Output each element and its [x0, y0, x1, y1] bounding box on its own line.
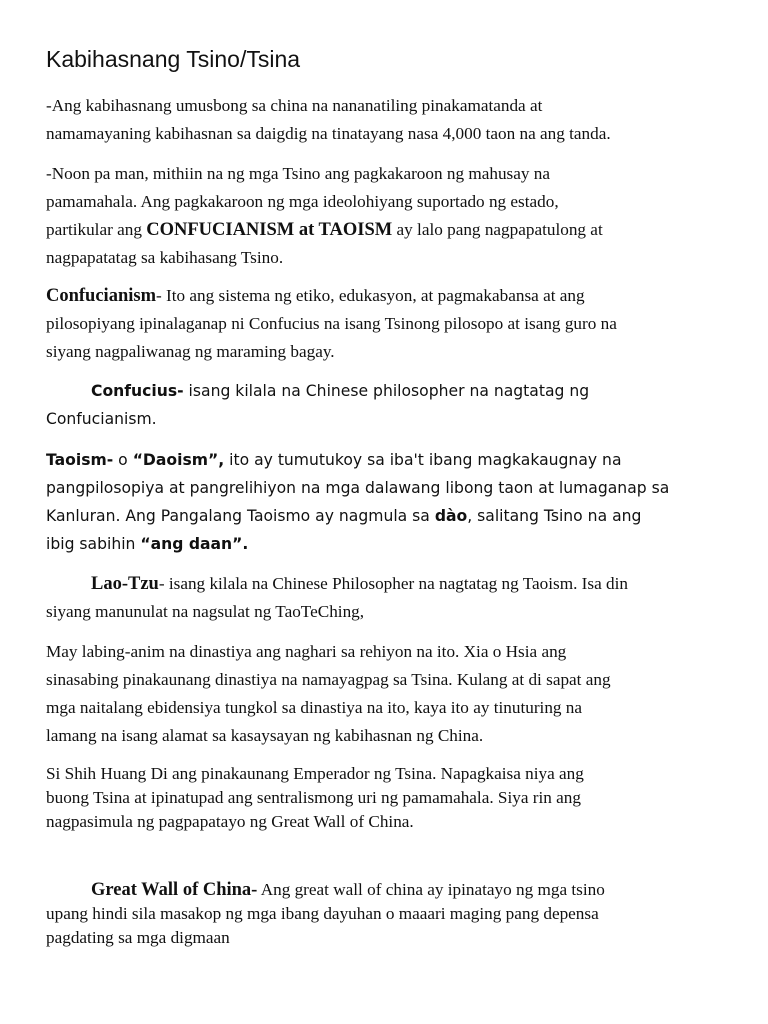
text-span: ay lalo pang nagpapatulong at — [392, 220, 603, 239]
text-line — [46, 570, 724, 598]
text-line: upang hindi sila masakop ng mga ibang dayuhan o maaari maging pang depensa — [46, 904, 599, 923]
text-span: - Ito ang sistema ng etiko, edukasyon, at pagmakabansa at ang — [156, 286, 585, 305]
text-line — [46, 502, 724, 530]
intro-paragraph — [46, 92, 724, 148]
governance-paragraph — [46, 160, 724, 272]
text-line — [46, 216, 724, 244]
text-line — [46, 878, 724, 902]
text-span: Ang great wall of china ay ipinatayo ng mga tsino — [257, 880, 605, 899]
confucianism-paragraph — [46, 282, 724, 366]
confucianism-term: Confucianism — [46, 286, 156, 306]
great-wall-term: Great Wall of China- — [91, 880, 258, 900]
text-span: o — [113, 451, 133, 469]
great-wall-paragraph — [46, 878, 724, 950]
ang-daan-term: “ang daan”. — [140, 535, 249, 553]
daoism-term: “Daoism”, — [132, 451, 225, 469]
text-line: nagpasimula ng pagpapatayo ng Great Wall of China. — [46, 812, 414, 831]
text-line: -Ang kabihasnang umusbong sa china na nananatiling pinakamatanda at — [46, 96, 543, 115]
text-line: pangpilosopiya at pangrelihiyon na mga dalawang libong taon at lumaganap sa — [46, 479, 670, 497]
dynasties-paragraph — [46, 638, 724, 750]
text-span: ibig sabihin — [46, 535, 141, 553]
lao-tzu-paragraph — [46, 570, 724, 626]
text-line: pilosopiyang ipinalaganap ni Confucius na isang Tsinong pilosopo at isang guro na — [46, 314, 617, 333]
text-line: May labing-anim na dinastiya ang naghari sa rehiyon na ito. Xia o Hsia ang — [46, 642, 567, 661]
text-span: isang kilala na Chinese philosopher na nagtatag ng — [183, 382, 590, 400]
text-line: sinasabing pinakaunang dinastiya na namayagpag sa Tsina. Kulang at di sapat ang — [46, 670, 611, 689]
confucianism-taoism-emphasis: CONFUCIANISM at TAOISM — [146, 220, 393, 240]
text-line — [46, 282, 724, 310]
confucius-paragraph — [46, 377, 724, 433]
text-line: nagpapatatag sa kabihasang Tsino. — [46, 248, 284, 267]
shih-huang-di-paragraph — [46, 762, 724, 834]
text-span: - isang kilala na Chinese Philosopher na nagtatag ng Taoism. Isa din — [158, 574, 628, 593]
text-line — [46, 530, 724, 558]
taoism-term: Taoism- — [46, 451, 114, 469]
text-line: mga naitalang ebidensiya tungkol sa dinastiya na ito, kaya ito ay tinuturing na — [46, 698, 583, 717]
text-span: ito ay tumutukoy sa iba't ibang magkakaugnay na — [224, 451, 622, 469]
text-line: lamang na isang alamat sa kasaysayan ng kabihasnan ng China. — [46, 726, 484, 745]
taoism-paragraph — [46, 446, 724, 558]
text-line: buong Tsina at ipinatupad ang sentralismong uri ng pamamahala. Siya rin ang — [46, 788, 581, 807]
text-span: , salitang Tsino na ang — [467, 507, 642, 525]
text-line: pagdating sa mga digmaan — [46, 928, 230, 947]
confucius-term: Confucius- — [91, 382, 184, 400]
text-line: namamayaning kabihasnan sa daigdig na tinatayang nasa 4,000 taon na ang tanda. — [46, 124, 611, 143]
text-span: Kanluran. Ang Pangalang Taoismo ay nagmula sa — [46, 507, 435, 525]
text-line: Si Shih Huang Di ang pinakaunang Emperador ng Tsina. Napagkaisa niya ang — [46, 764, 584, 783]
text-line: -Noon pa man, mithiin na ng mga Tsino ang pagkakaroon ng mahusay na — [46, 164, 550, 183]
lao-tzu-term: Lao-Tzu — [91, 574, 159, 594]
text-line — [46, 377, 724, 405]
text-line: siyang nagpaliwanag ng maraming bagay. — [46, 342, 335, 361]
dao-term: dào — [434, 507, 468, 525]
text-line — [46, 446, 724, 474]
text-line: siyang manunulat na nagsulat ng TaoTeChing, — [46, 602, 365, 621]
text-span: partikular ang — [46, 220, 147, 239]
text-line: pamamahala. Ang pagkakaroon ng mga ideolohiyang suportado ng estado, — [46, 192, 559, 211]
text-line: Confucianism. — [46, 410, 157, 428]
document-title: Kabihasnang Tsino/Tsina — [46, 46, 301, 72]
